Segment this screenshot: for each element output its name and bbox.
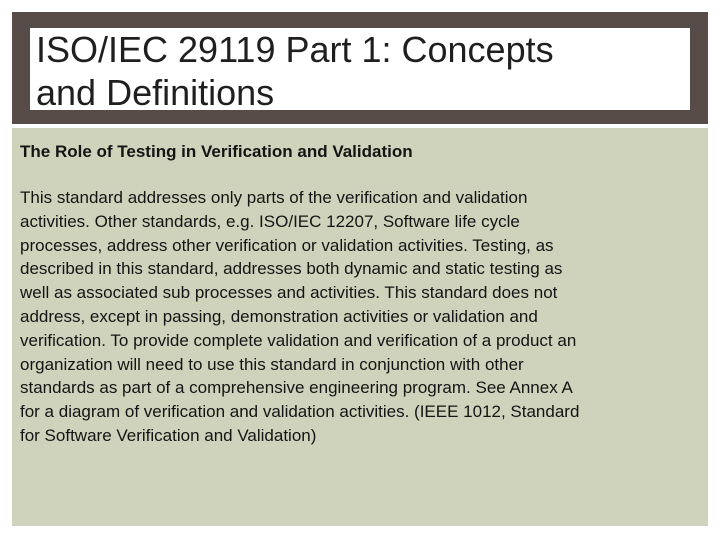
content-panel: [12, 128, 708, 526]
body-paragraph: This standard addresses only parts of the verification and validation activities. Other standards, e.g. ISO/IEC 12207, Software life cycle processes, address other verification or validation activities. Testing, as described in this standard, addresses both dynamic and static testing as well as associated sub processes and activities. This standard does not address, except in passing, demonstration activities or validation and verification. To provide complete validation and verification of a product an organization will need to use this standard in conjunction with other standards as part of a comprehensive engineering program. See Annex A for a diagram of verification and validation activities. (IEEE 1012, Standard for Software Verification and Validation): [20, 188, 580, 445]
section-heading: The Role of Testing in Verification and Validation: [20, 142, 413, 161]
title-box: [30, 28, 690, 113]
slide-title: ISO/IEC 29119 Part 1: Concepts and Definitions: [36, 29, 554, 113]
